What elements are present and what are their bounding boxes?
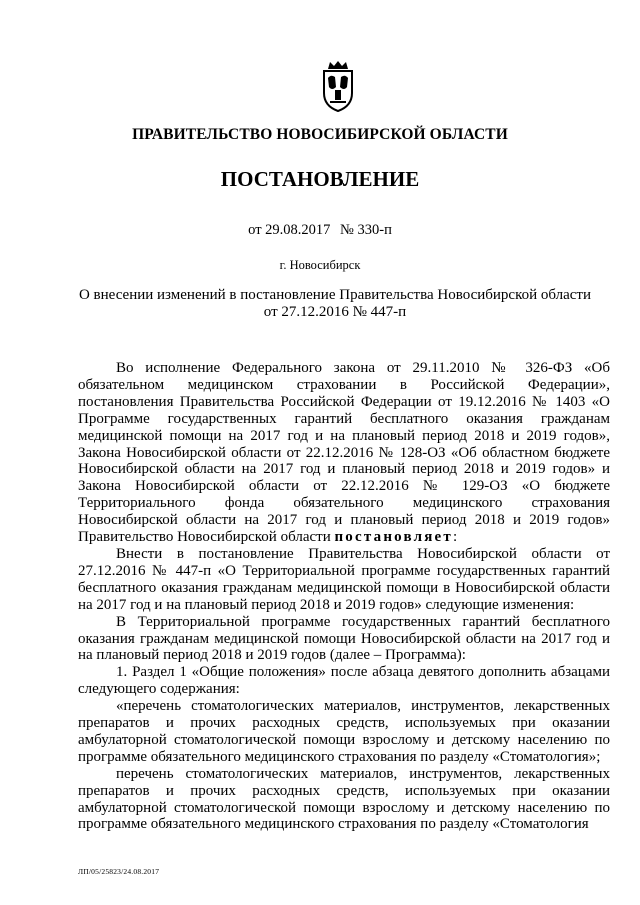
- subject-line-1: О внесении изменений в постановление Правительства Новосибирской области: [78, 287, 592, 303]
- decree-keyword: постановляет: [334, 529, 453, 546]
- subject-line-2: от 27.12.2016 № 447-п: [263, 304, 407, 320]
- novosibirsk-coat-of-arms-icon: [318, 60, 358, 112]
- document-date: от 29.08.2017: [248, 222, 331, 238]
- document-body: [78, 360, 610, 833]
- document-type: ПОСТАНОВЛЕНИЕ: [220, 167, 420, 191]
- preamble-text: Во исполнение Федерального закона от 29.11.2010 № 326-ФЗ «Об обязательном медицинском страховании в Российской Федерации», постановления Правительства Российской Федерации от 19.12.2016 № 1403 «О Программе государственных гарантий бесплатного оказания гражданам медицинской помощи на 2017 год и на плановый период 2018 и 2019 годов», Закона Новосибирской области от 22.12.2016 № 128-ОЗ «Об областном бюджете Новосибирской области на 2017 год и плановый период 2018 и 2019 годов» и Закона Новосибирской области от 22.12.2016 № 129-ОЗ «О бюджете Территориального фонда обязательного медицинского страхования Новосибирской области на 2017 год и плановый период 2018 и 2019 годов» Правительство Новосибирской области: [78, 360, 610, 546]
- paragraph-program: В Территориальной программе государственных гарантий бесплатного оказания гражданам медицинской помощи Новосибирской области на 2017 год и на плановый период 2018 и 2019 годов (далее – Программа):: [78, 613, 610, 664]
- footer-code: ЛП/05/25823/24.08.2017: [78, 867, 160, 876]
- document-number: № 330-п: [340, 222, 392, 238]
- paragraph-quote-2: перечень стоматологических материалов, инструментов, лекарственных препаратов и прочих расходных средств, используемых при оказании амбулаторной стоматологической помощи взрослому и детскому населению по программе обязательного медицинского страхования по разделу «Стоматология: [78, 765, 610, 833]
- paragraph-quote-1: «перечень стоматологических материалов, инструментов, лекарственных препаратов и прочих расходных средств, используемых при оказании амбулаторной стоматологической помощи взрослому и детскому населению по программе обязательного медицинского страхования по разделу «Стоматология»;: [78, 698, 610, 765]
- document-date-number: [0, 222, 640, 239]
- paragraph-amend: Внести в постановление Правительства Новосибирской области от 27.12.2016 № 447-п «О Территориальной программе государственных гарантий бесплатного оказания гражданам медицинской помощи в Новосибирской области на 2017 год и на плановый период 2018 и 2019 годов» следующие изменения:: [78, 545, 610, 613]
- organization-title: ПРАВИТЕЛЬСТВО НОВОСИБИРСКОЙ ОБЛАСТИ: [132, 126, 508, 143]
- paragraph-preamble: [78, 360, 610, 546]
- preamble-end: :: [452, 529, 458, 546]
- paragraph-item-1: 1. Раздел 1 «Общие положения» после абзаца девятого дополнить абзацами следующего содержания:: [78, 664, 610, 698]
- document-subject: [60, 287, 610, 321]
- document-city: г. Новосибирск: [279, 258, 361, 272]
